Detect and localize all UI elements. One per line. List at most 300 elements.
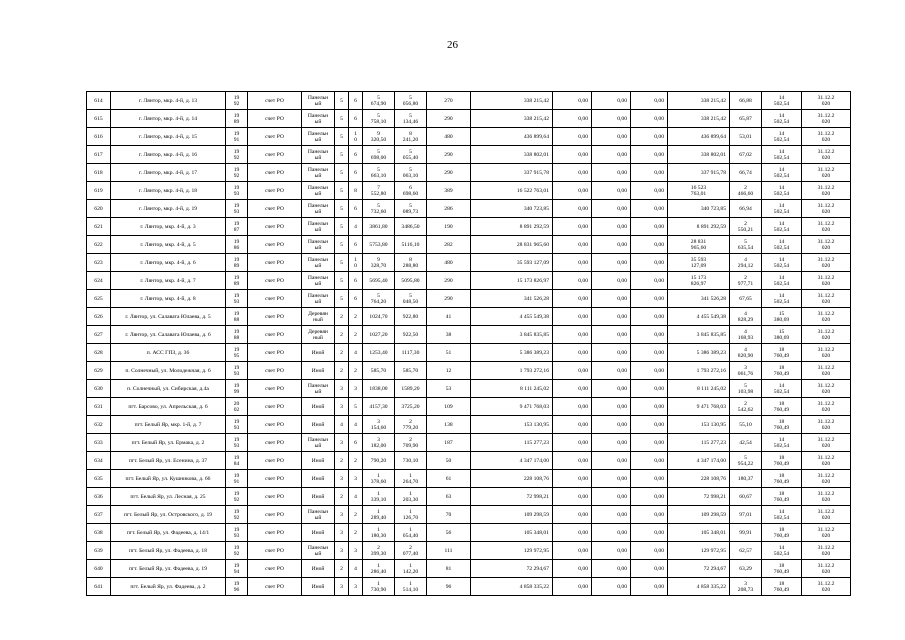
cell-row-number: 626 (87, 308, 111, 326)
cell-wall-material: Иной (302, 398, 335, 416)
cell-living-area: 5095,80 (395, 272, 427, 290)
cell-entrances: 2 (349, 308, 363, 326)
cell-regional-budget: 0,00 (592, 254, 631, 272)
cell-living-area: 2 779,20 (395, 416, 427, 434)
cell-fund-fund: 0,00 (553, 92, 592, 110)
cell-fund-fund: 0,00 (553, 164, 592, 182)
cell-total-area: 5753,80 (363, 236, 395, 254)
cell-unit-cost: 5 635,54 (730, 236, 762, 254)
cell-owners-funds: 436 899,64 (668, 128, 730, 146)
cell-commission-year: 19 92 (226, 164, 248, 182)
cell-local-budget: 0,00 (631, 452, 668, 470)
cell-fund-account: счет РО (248, 128, 302, 146)
table-row (87, 380, 851, 398)
cell-address: пгт. Белый Яр, ул. Лесная, д. 25 (111, 488, 226, 506)
cell-fund-account: счет РО (248, 110, 302, 128)
cell-total-cost: 9 471 768,03 (471, 398, 553, 416)
cell-regional-budget: 0,00 (592, 434, 631, 452)
cell-unit-cost: 2 550,21 (730, 218, 762, 236)
cell-wall-material: Панельн ый (302, 272, 335, 290)
cell-local-budget: 0,00 (631, 110, 668, 128)
cell-address: г. Лянтор, ул. Салавата Юлаева, д. 6 (111, 326, 226, 344)
cell-address: г. Лянтор, мкр. 4-й, д. 14 (111, 110, 226, 128)
cell-max-unit-cost: 14 502,54 (762, 182, 802, 200)
table-row (87, 182, 851, 200)
cell-living-area: 8 288,80 (395, 254, 427, 272)
cell-fund-fund: 0,00 (553, 488, 592, 506)
cell-regional-budget: 0,00 (592, 182, 631, 200)
cell-address: пгт. Белый Яр, ул. Есенина, д. 37 (111, 452, 226, 470)
cell-floors: 3 (335, 470, 349, 488)
cell-total-area: 1 289,40 (363, 506, 395, 524)
cell-entrances: 6 (349, 110, 363, 128)
cell-wall-material: Панельн ый (302, 380, 335, 398)
cell-local-budget: 0,00 (631, 290, 668, 308)
cell-row-number: 636 (87, 488, 111, 506)
cell-address: п. АСС ГПЗ, д. 36 (111, 344, 226, 362)
cell-local-budget: 0,00 (631, 146, 668, 164)
table-row (87, 254, 851, 272)
cell-completion-date: 31.12.2 020 (802, 470, 851, 488)
cell-entrances: 6 (349, 92, 363, 110)
cell-address: г. Лянтор, мкр. 4-й, д. 16 (111, 146, 226, 164)
cell-wall-material: Иной (302, 344, 335, 362)
cell-total-area: 9 328,70 (363, 254, 395, 272)
cell-fund-fund: 0,00 (553, 578, 592, 596)
cell-local-budget: 0,00 (631, 254, 668, 272)
cell-completion-date: 31.12.2 020 (802, 308, 851, 326)
cell-completion-date: 31.12.2 020 (802, 542, 851, 560)
cell-local-budget: 0,00 (631, 398, 668, 416)
cell-living-area: 1 126,70 (395, 506, 427, 524)
cell-total-area: 1253,40 (363, 344, 395, 362)
cell-local-budget: 0,00 (631, 308, 668, 326)
cell-fund-account: счет РО (248, 470, 302, 488)
cell-unit-cost: 60,67 (730, 488, 762, 506)
cell-total-area: 1 339,10 (363, 488, 395, 506)
cell-living-area: 5 089,73 (395, 200, 427, 218)
cell-total-area: 1 378,60 (363, 470, 395, 488)
cell-row-number: 617 (87, 146, 111, 164)
cell-residents: 480 (427, 254, 471, 272)
cell-unit-cost: 42,54 (730, 434, 762, 452)
cell-residents: 290 (427, 110, 471, 128)
cell-address: пгт. Белый Яр, ул. Фадеева, д. 14/1 (111, 524, 226, 542)
cell-completion-date: 31.12.2 020 (802, 182, 851, 200)
cell-total-cost: 115 277,23 (471, 434, 553, 452)
cell-floors: 3 (335, 398, 349, 416)
cell-floors: 5 (335, 182, 349, 200)
cell-owners-funds: 4 858 335,22 (668, 578, 730, 596)
cell-living-area: 922,80 (395, 308, 427, 326)
cell-residents: 111 (427, 542, 471, 560)
cell-entrances: 6 (349, 164, 363, 182)
cell-completion-date: 31.12.2 020 (802, 434, 851, 452)
cell-floors: 5 (335, 236, 349, 254)
cell-total-area: 5 758,10 (363, 110, 395, 128)
cell-regional-budget: 0,00 (592, 488, 631, 506)
cell-commission-year: 19 89 (226, 254, 248, 272)
cell-unit-cost: 4 294,12 (730, 254, 762, 272)
cell-max-unit-cost: 15 380,69 (762, 326, 802, 344)
cell-living-area: 1 203,30 (395, 488, 427, 506)
cell-row-number: 632 (87, 416, 111, 434)
cell-total-cost: 3 845 835,85 (471, 326, 553, 344)
cell-row-number: 631 (87, 398, 111, 416)
cell-owners-funds: 72 294,67 (668, 560, 730, 578)
cell-total-area: 1027,20 (363, 326, 395, 344)
cell-fund-account: счет РО (248, 254, 302, 272)
cell-floors: 5 (335, 200, 349, 218)
cell-max-unit-cost: 14 502,54 (762, 434, 802, 452)
cell-regional-budget: 0,00 (592, 164, 631, 182)
cell-residents: 270 (427, 92, 471, 110)
cell-fund-fund: 0,00 (553, 380, 592, 398)
cell-wall-material: Иной (302, 488, 335, 506)
cell-wall-material: Иной (302, 452, 335, 470)
cell-residents: 389 (427, 182, 471, 200)
cell-total-area: 585,70 (363, 362, 395, 380)
cell-floors: 5 (335, 110, 349, 128)
cell-owners-funds: 228 108,76 (668, 470, 730, 488)
cell-wall-material: Иной (302, 362, 335, 380)
cell-row-number: 619 (87, 182, 111, 200)
cell-total-area: 2 399,30 (363, 542, 395, 560)
cell-regional-budget: 0,00 (592, 542, 631, 560)
cell-fund-account: счет РО (248, 362, 302, 380)
cell-residents: 480 (427, 128, 471, 146)
cell-address: г. Лянтор, мкр. 4-й, д. 5 (111, 236, 226, 254)
cell-completion-date: 31.12.2 020 (802, 452, 851, 470)
cell-row-number: 639 (87, 542, 111, 560)
cell-row-number: 630 (87, 380, 111, 398)
cell-total-cost: 338 215,42 (471, 110, 553, 128)
cell-unit-cost: 67,65 (730, 290, 762, 308)
cell-unit-cost: 3 208,73 (730, 578, 762, 596)
cell-fund-account: счет РО (248, 398, 302, 416)
cell-residents: 290 (427, 290, 471, 308)
cell-total-area: 790,20 (363, 452, 395, 470)
cell-wall-material: Иной (302, 470, 335, 488)
cell-floors: 3 (335, 380, 349, 398)
cell-wall-material: Деревян ный (302, 326, 335, 344)
cell-owners-funds: 338 215,42 (668, 92, 730, 110)
cell-max-unit-cost: 14 502,54 (762, 542, 802, 560)
cell-entrances: 8 (349, 182, 363, 200)
cell-owners-funds: 338 215,42 (668, 110, 730, 128)
cell-total-cost: 4 858 335,22 (471, 578, 553, 596)
cell-floors: 3 (335, 506, 349, 524)
cell-total-cost: 340 723,85 (471, 200, 553, 218)
cell-row-number: 618 (87, 164, 111, 182)
cell-entrances: 6 (349, 146, 363, 164)
cell-local-budget: 0,00 (631, 182, 668, 200)
cell-local-budget: 0,00 (631, 542, 668, 560)
cell-fund-account: счет РО (248, 560, 302, 578)
cell-regional-budget: 0,00 (592, 308, 631, 326)
cell-owners-funds: 1 793 272,16 (668, 362, 730, 380)
cell-floors: 2 (335, 488, 349, 506)
cell-living-area: 730,10 (395, 452, 427, 470)
cell-residents: 70 (427, 506, 471, 524)
cell-row-number: 629 (87, 362, 111, 380)
cell-local-budget: 0,00 (631, 218, 668, 236)
cell-total-area: 3 154,60 (363, 416, 395, 434)
cell-fund-account: счет РО (248, 326, 302, 344)
cell-unit-cost: 4 828,29 (730, 308, 762, 326)
cell-local-budget: 0,00 (631, 200, 668, 218)
cell-unit-cost: 3 061,76 (730, 362, 762, 380)
cell-wall-material: Панельн ый (302, 254, 335, 272)
cell-completion-date: 31.12.2 020 (802, 290, 851, 308)
cell-commission-year: 19 91 (226, 470, 248, 488)
cell-wall-material: Панельн ый (302, 146, 335, 164)
cell-floors: 5 (335, 254, 349, 272)
table-row (87, 146, 851, 164)
cell-commission-year: 19 88 (226, 308, 248, 326)
cell-entrances: 2 (349, 506, 363, 524)
cell-entrances: 6 (349, 434, 363, 452)
cell-address: г. Лянтор, мкр. 4-й, д. 18 (111, 182, 226, 200)
table-row (87, 560, 851, 578)
cell-entrances: 3 (349, 542, 363, 560)
cell-fund-account: счет РО (248, 416, 302, 434)
cell-unit-cost: 97,01 (730, 506, 762, 524)
cell-unit-cost: 66,94 (730, 200, 762, 218)
cell-owners-funds: 8 891 292,59 (668, 218, 730, 236)
cell-total-cost: 5 386 389,23 (471, 344, 553, 362)
cell-wall-material: Панельн ый (302, 182, 335, 200)
cell-wall-material: Панельн ый (302, 236, 335, 254)
cell-commission-year: 19 87 (226, 218, 248, 236)
cell-regional-budget: 0,00 (592, 218, 631, 236)
cell-row-number: 624 (87, 272, 111, 290)
cell-local-budget: 0,00 (631, 416, 668, 434)
cell-local-budget: 0,00 (631, 362, 668, 380)
cell-max-unit-cost: 14 502,54 (762, 146, 802, 164)
cell-wall-material: Иной (302, 578, 335, 596)
cell-owners-funds: 72 998,21 (668, 488, 730, 506)
capital-repair-table (86, 91, 851, 596)
cell-total-cost: 338 215,42 (471, 92, 553, 110)
cell-fund-account: счет РО (248, 344, 302, 362)
cell-regional-budget: 0,00 (592, 452, 631, 470)
cell-commission-year: 19 88 (226, 326, 248, 344)
cell-address: г. Лянтор, мкр. 4-й, д. 6 (111, 254, 226, 272)
cell-address: г. Лянтор, мкр. 4-й, д. 8 (111, 290, 226, 308)
cell-row-number: 621 (87, 218, 111, 236)
cell-fund-fund: 0,00 (553, 272, 592, 290)
cell-residents: 41 (427, 308, 471, 326)
cell-residents: 51 (427, 344, 471, 362)
cell-unit-cost: 99,91 (730, 524, 762, 542)
cell-completion-date: 31.12.2 020 (802, 488, 851, 506)
cell-floors: 3 (335, 434, 349, 452)
cell-local-budget: 0,00 (631, 164, 668, 182)
cell-entrances: 5 (349, 398, 363, 416)
cell-regional-budget: 0,00 (592, 560, 631, 578)
cell-fund-fund: 0,00 (553, 524, 592, 542)
cell-living-area: 5 055,40 (395, 146, 427, 164)
cell-max-unit-cost: 15 380,69 (762, 308, 802, 326)
cell-commission-year: 19 93 (226, 182, 248, 200)
cell-regional-budget: 0,00 (592, 326, 631, 344)
cell-total-area: 7 552,80 (363, 182, 395, 200)
table-row (87, 506, 851, 524)
cell-fund-account: счет РО (248, 578, 302, 596)
cell-fund-fund: 0,00 (553, 434, 592, 452)
cell-entrances: 6 (349, 236, 363, 254)
cell-row-number: 620 (87, 200, 111, 218)
cell-owners-funds: 4 455 549,38 (668, 308, 730, 326)
cell-owners-funds: 4 347 174,00 (668, 452, 730, 470)
cell-total-cost: 109 298,59 (471, 506, 553, 524)
table-row (87, 110, 851, 128)
cell-entrances: 1 0 (349, 254, 363, 272)
table-row (87, 290, 851, 308)
cell-address: пгт. Белый Яр, ул. Островского, д. 19 (111, 506, 226, 524)
cell-local-budget: 0,00 (631, 272, 668, 290)
cell-completion-date: 31.12.2 020 (802, 326, 851, 344)
cell-completion-date: 31.12.2 020 (802, 128, 851, 146)
cell-unit-cost: 62,57 (730, 542, 762, 560)
cell-completion-date: 31.12.2 020 (802, 146, 851, 164)
cell-unit-cost: 55,10 (730, 416, 762, 434)
cell-total-area: 4157,30 (363, 398, 395, 416)
cell-address: г. Лянтор, мкр. 4-й, д. 7 (111, 272, 226, 290)
cell-entrances: 2 (349, 362, 363, 380)
cell-row-number: 640 (87, 560, 111, 578)
table-row (87, 452, 851, 470)
cell-unit-cost: 2 977,71 (730, 272, 762, 290)
cell-regional-budget: 0,00 (592, 416, 631, 434)
cell-fund-account: счет РО (248, 452, 302, 470)
cell-fund-account: счет РО (248, 146, 302, 164)
cell-local-budget: 0,00 (631, 92, 668, 110)
cell-fund-fund: 0,00 (553, 200, 592, 218)
cell-residents: 53 (427, 380, 471, 398)
cell-owners-funds: 105 348,01 (668, 524, 730, 542)
cell-residents: 109 (427, 398, 471, 416)
cell-max-unit-cost: 14 502,54 (762, 92, 802, 110)
cell-living-area: 1 514,10 (395, 578, 427, 596)
cell-row-number: 628 (87, 344, 111, 362)
cell-owners-funds: 341 526,28 (668, 290, 730, 308)
cell-completion-date: 31.12.2 020 (802, 380, 851, 398)
cell-owners-funds: 9 471 768,03 (668, 398, 730, 416)
cell-address: г. Лянтор, мкр. 4-й, д. 19 (111, 200, 226, 218)
cell-row-number: 627 (87, 326, 111, 344)
cell-completion-date: 31.12.2 020 (802, 560, 851, 578)
cell-row-number: 616 (87, 128, 111, 146)
cell-max-unit-cost: 14 502,54 (762, 236, 802, 254)
table-row (87, 416, 851, 434)
cell-residents: 81 (427, 560, 471, 578)
cell-wall-material: Панельн ый (302, 200, 335, 218)
cell-completion-date: 31.12.2 020 (802, 344, 851, 362)
table-row (87, 326, 851, 344)
cell-commission-year: 19 92 (226, 146, 248, 164)
cell-residents: 96 (427, 578, 471, 596)
cell-commission-year: 19 91 (226, 128, 248, 146)
cell-completion-date: 31.12.2 020 (802, 92, 851, 110)
table-row (87, 164, 851, 182)
cell-unit-cost: 67,02 (730, 146, 762, 164)
cell-fund-fund: 0,00 (553, 128, 592, 146)
cell-completion-date: 31.12.2 020 (802, 164, 851, 182)
cell-residents: 286 (427, 200, 471, 218)
cell-fund-fund: 0,00 (553, 146, 592, 164)
cell-regional-budget: 0,00 (592, 524, 631, 542)
cell-unit-cost: 66,88 (730, 92, 762, 110)
cell-fund-account: счет РО (248, 506, 302, 524)
cell-unit-cost: 2 542,62 (730, 398, 762, 416)
cell-total-cost: 129 972,95 (471, 542, 553, 560)
cell-owners-funds: 8 111 245,02 (668, 380, 730, 398)
cell-wall-material: Панельн ый (302, 92, 335, 110)
cell-regional-budget: 0,00 (592, 236, 631, 254)
cell-total-area: 3861,80 (363, 218, 395, 236)
cell-completion-date: 31.12.2 020 (802, 524, 851, 542)
cell-total-area: 5 732,60 (363, 200, 395, 218)
cell-floors: 2 (335, 560, 349, 578)
cell-floors: 5 (335, 92, 349, 110)
cell-fund-fund: 0,00 (553, 470, 592, 488)
cell-completion-date: 31.12.2 020 (802, 236, 851, 254)
cell-owners-funds: 15 173 826,97 (668, 272, 730, 290)
cell-commission-year: 19 93 (226, 524, 248, 542)
cell-completion-date: 31.12.2 020 (802, 362, 851, 380)
cell-unit-cost: 5 954,22 (730, 452, 762, 470)
cell-completion-date: 31.12.2 020 (802, 578, 851, 596)
cell-wall-material: Иной (302, 560, 335, 578)
cell-fund-account: счет РО (248, 308, 302, 326)
cell-residents: 56 (427, 524, 471, 542)
cell-local-budget: 0,00 (631, 236, 668, 254)
cell-owners-funds: 109 298,59 (668, 506, 730, 524)
cell-fund-fund: 0,00 (553, 110, 592, 128)
cell-commission-year: 19 93 (226, 200, 248, 218)
cell-wall-material: Панельн ый (302, 506, 335, 524)
cell-max-unit-cost: 14 502,54 (762, 380, 802, 398)
cell-floors: 2 (335, 308, 349, 326)
cell-fund-fund: 0,00 (553, 182, 592, 200)
cell-total-area: 1 180,30 (363, 524, 395, 542)
table-row (87, 470, 851, 488)
cell-owners-funds: 115 277,23 (668, 434, 730, 452)
cell-max-unit-cost: 18 760,49 (762, 470, 802, 488)
cell-regional-budget: 0,00 (592, 362, 631, 380)
cell-owners-funds: 340 723,85 (668, 200, 730, 218)
cell-floors: 5 (335, 290, 349, 308)
cell-commission-year: 19 86 (226, 236, 248, 254)
cell-wall-material: Иной (302, 416, 335, 434)
cell-living-area: 5 063,10 (395, 164, 427, 182)
cell-floors: 3 (335, 578, 349, 596)
cell-living-area: 1 142,20 (395, 560, 427, 578)
cell-owners-funds: 153 130,95 (668, 416, 730, 434)
cell-local-budget: 0,00 (631, 488, 668, 506)
cell-floors: 3 (335, 542, 349, 560)
cell-fund-account: счет РО (248, 218, 302, 236)
cell-regional-budget: 0,00 (592, 272, 631, 290)
cell-max-unit-cost: 18 760,49 (762, 344, 802, 362)
cell-floors: 2 (335, 344, 349, 362)
cell-fund-fund: 0,00 (553, 344, 592, 362)
table-row (87, 344, 851, 362)
cell-completion-date: 31.12.2 020 (802, 200, 851, 218)
cell-entrances: 4 (349, 488, 363, 506)
